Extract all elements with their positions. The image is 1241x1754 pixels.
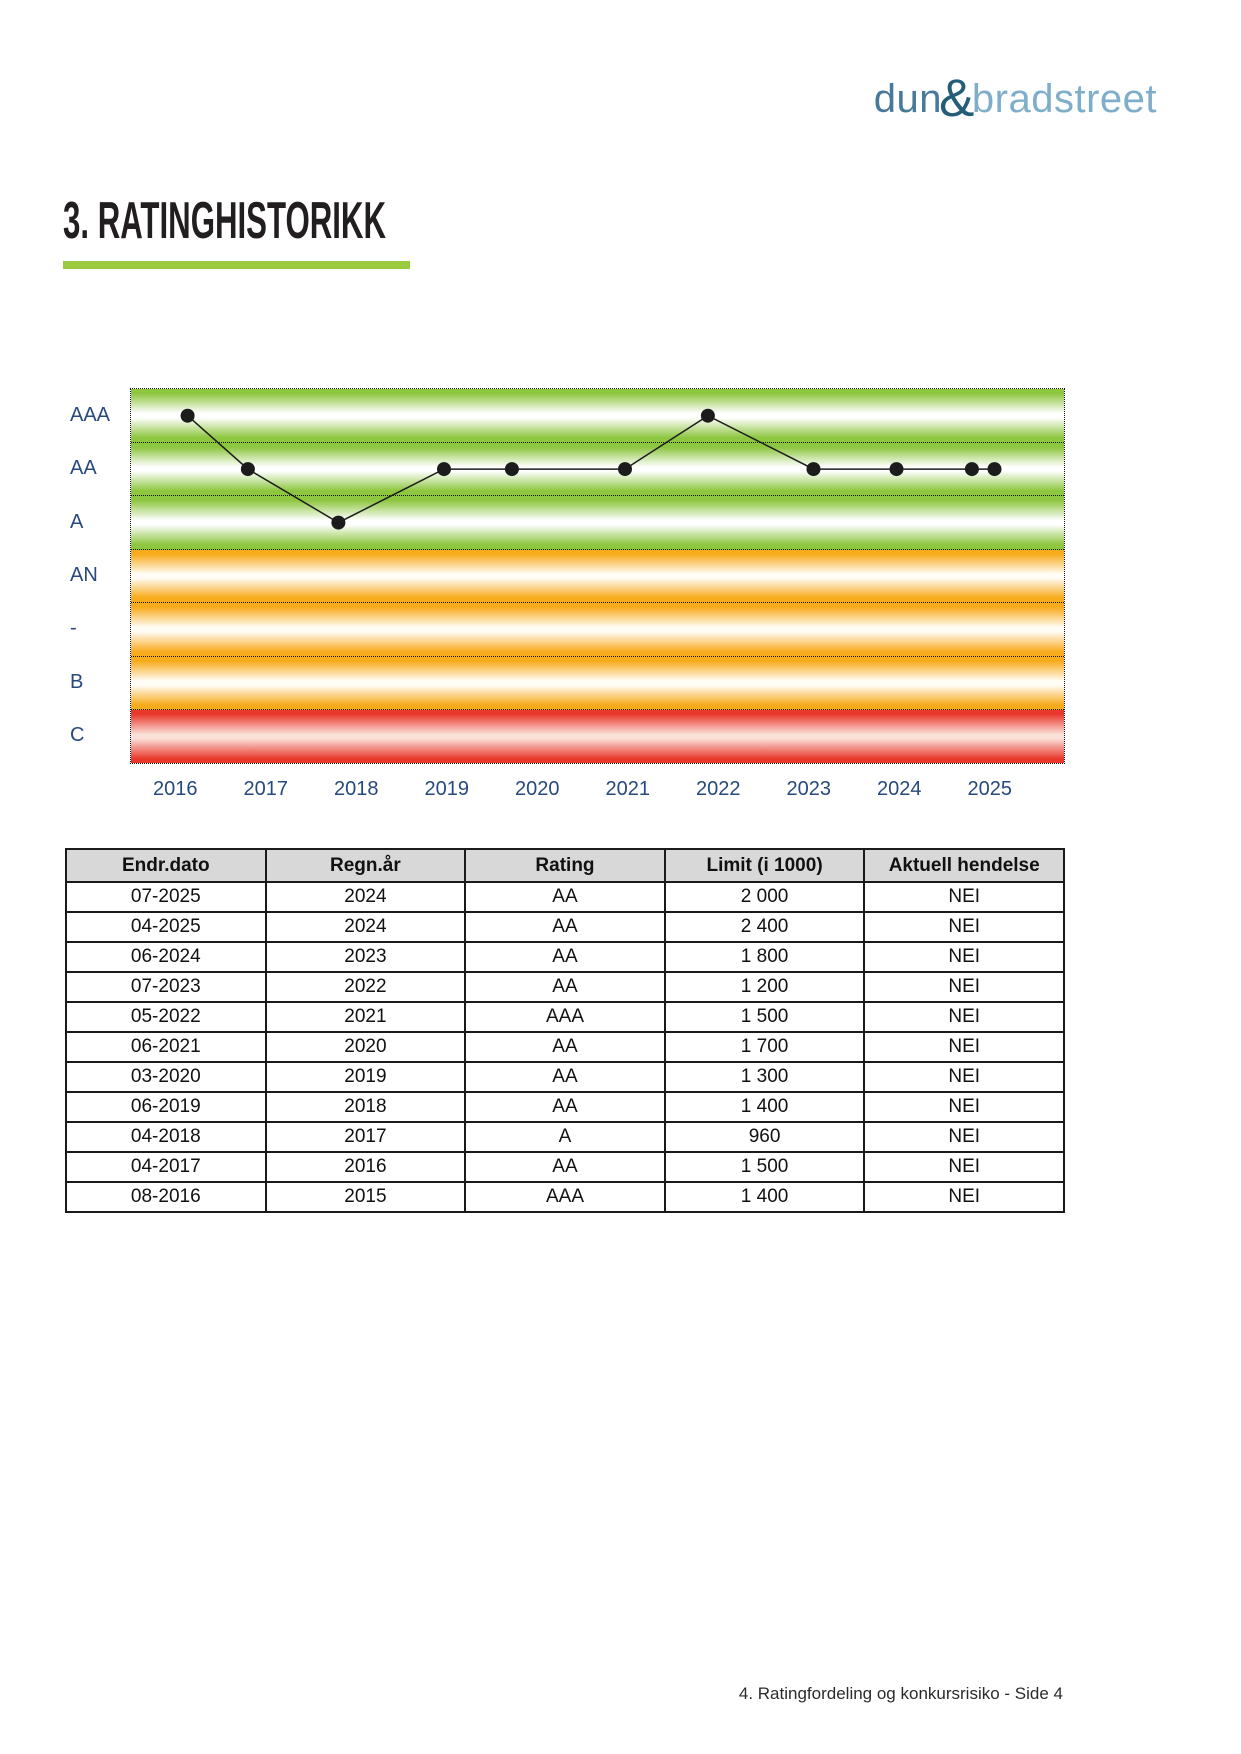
table-cell: NEI xyxy=(864,1002,1064,1032)
data-point xyxy=(618,462,632,476)
table-cell: 1 800 xyxy=(665,942,865,972)
x-axis-tick-label: 2023 xyxy=(786,778,831,800)
table-row xyxy=(66,942,1064,972)
table-cell: NEI xyxy=(864,972,1064,1002)
col-header-rating: Rating xyxy=(465,849,665,882)
data-point xyxy=(241,462,255,476)
table-cell: AA xyxy=(465,1032,665,1062)
data-point xyxy=(181,409,195,423)
table-cell: NEI xyxy=(864,912,1064,942)
table-cell: NEI xyxy=(864,1152,1064,1182)
y-axis-label: AAA xyxy=(70,403,111,426)
page-footer: 4. Ratingfordeling og konkursrisiko - Side 4 xyxy=(738,1684,1063,1703)
data-point xyxy=(807,462,821,476)
table-cell: 06-2024 xyxy=(66,942,266,972)
table-cell: 2015 xyxy=(266,1182,466,1212)
table-cell: 1 700 xyxy=(665,1032,865,1062)
rating-history-chart xyxy=(130,388,1065,764)
table-row xyxy=(66,912,1064,942)
x-axis-tick-label: 2016 xyxy=(153,778,198,800)
table-cell: 1 200 xyxy=(665,972,865,1002)
table-cell: 04-2025 xyxy=(66,912,266,942)
table-cell: 07-2025 xyxy=(66,882,266,912)
x-axis-tick-label: 2018 xyxy=(334,778,379,800)
y-axis-label: - xyxy=(70,617,77,640)
table-cell: 08-2016 xyxy=(66,1182,266,1212)
rating-line-chart xyxy=(131,389,1064,763)
x-axis-tick-label: 2022 xyxy=(696,778,741,800)
x-axis-tick-label: 2019 xyxy=(424,778,469,800)
table-cell: NEI xyxy=(864,1032,1064,1062)
table-cell: AA xyxy=(465,1092,665,1122)
col-header-regn-ar: Regn.år xyxy=(266,849,466,882)
table-cell: AA xyxy=(465,942,665,972)
table-header-row xyxy=(66,849,1064,882)
data-point xyxy=(437,462,451,476)
section-title: 3. RATINGHISTORIKK xyxy=(63,192,387,250)
logo-bradstreet-text: bradstreet xyxy=(971,77,1157,121)
table-cell: AA xyxy=(465,882,665,912)
table-cell: NEI xyxy=(864,882,1064,912)
table-row xyxy=(66,1122,1064,1152)
table-cell: 2017 xyxy=(266,1122,466,1152)
table-row xyxy=(66,1152,1064,1182)
rating-history-table xyxy=(65,848,1065,1213)
table-cell: 2018 xyxy=(266,1092,466,1122)
dnb-logo xyxy=(873,64,1157,128)
col-header-limit: Limit (i 1000) xyxy=(665,849,865,882)
y-axis-label: AN xyxy=(70,564,98,586)
data-point xyxy=(965,462,979,476)
table-cell: 2019 xyxy=(266,1062,466,1092)
table-cell: AAA xyxy=(465,1002,665,1032)
y-axis-label: A xyxy=(70,510,84,533)
table-cell: 2016 xyxy=(266,1152,466,1182)
table-cell: AA xyxy=(465,1062,665,1092)
table-cell: 2021 xyxy=(266,1002,466,1032)
logo-ampersand-icon: & xyxy=(939,69,975,128)
table-cell: 07-2023 xyxy=(66,972,266,1002)
table-cell: 03-2020 xyxy=(66,1062,266,1092)
y-axis-label: B xyxy=(70,670,84,693)
table-cell: 04-2018 xyxy=(66,1122,266,1152)
table-cell: 960 xyxy=(665,1122,865,1152)
table-cell: A xyxy=(465,1122,665,1152)
table-cell: 2024 xyxy=(266,882,466,912)
data-point xyxy=(988,462,1002,476)
table-cell: 1 500 xyxy=(665,1002,865,1032)
table-cell: NEI xyxy=(864,1092,1064,1122)
table-row xyxy=(66,882,1064,912)
title-underline xyxy=(63,261,410,269)
table-cell: 1 500 xyxy=(665,1152,865,1182)
table-cell: AA xyxy=(465,1152,665,1182)
data-point xyxy=(505,462,519,476)
table-row xyxy=(66,1032,1064,1062)
table-row xyxy=(66,1002,1064,1032)
x-axis-tick-label: 2021 xyxy=(605,778,650,800)
table-cell: NEI xyxy=(864,1062,1064,1092)
table-cell: NEI xyxy=(864,942,1064,972)
table-cell: 04-2017 xyxy=(66,1152,266,1182)
table-cell: 2 400 xyxy=(665,912,865,942)
table-cell: 2022 xyxy=(266,972,466,1002)
x-axis-tick-label: 2025 xyxy=(967,778,1012,800)
table-cell: AA xyxy=(465,912,665,942)
table-cell: 2 000 xyxy=(665,882,865,912)
col-header-aktuell-hendelse: Aktuell hendelse xyxy=(864,849,1064,882)
table-cell: 2020 xyxy=(266,1032,466,1062)
rating-line xyxy=(188,416,995,523)
col-header-endr-dato: Endr.dato xyxy=(66,849,266,882)
table-cell: 06-2021 xyxy=(66,1032,266,1062)
x-axis-tick-label: 2024 xyxy=(877,778,922,800)
y-axis-label: AA xyxy=(70,457,97,480)
x-axis-tick-label: 2020 xyxy=(515,778,560,800)
table-row xyxy=(66,1092,1064,1122)
table-cell: AA xyxy=(465,972,665,1002)
table-cell: 2023 xyxy=(266,942,466,972)
data-point xyxy=(890,462,904,476)
table-cell: NEI xyxy=(864,1122,1064,1152)
table-row xyxy=(66,1062,1064,1092)
y-axis-label: C xyxy=(70,724,85,747)
table-cell: 1 300 xyxy=(665,1062,865,1092)
table-row xyxy=(66,972,1064,1002)
table-cell: 06-2019 xyxy=(66,1092,266,1122)
table-cell: AAA xyxy=(465,1182,665,1212)
logo-dun-text: dun xyxy=(873,77,943,121)
table-cell: NEI xyxy=(864,1182,1064,1212)
table-cell: 1 400 xyxy=(665,1182,865,1212)
table-cell: 2024 xyxy=(266,912,466,942)
table-cell: 05-2022 xyxy=(66,1002,266,1032)
x-axis-tick-label: 2017 xyxy=(243,778,288,800)
table-cell: 1 400 xyxy=(665,1092,865,1122)
data-point xyxy=(701,409,715,423)
table-row xyxy=(66,1182,1064,1212)
data-point xyxy=(331,516,345,530)
